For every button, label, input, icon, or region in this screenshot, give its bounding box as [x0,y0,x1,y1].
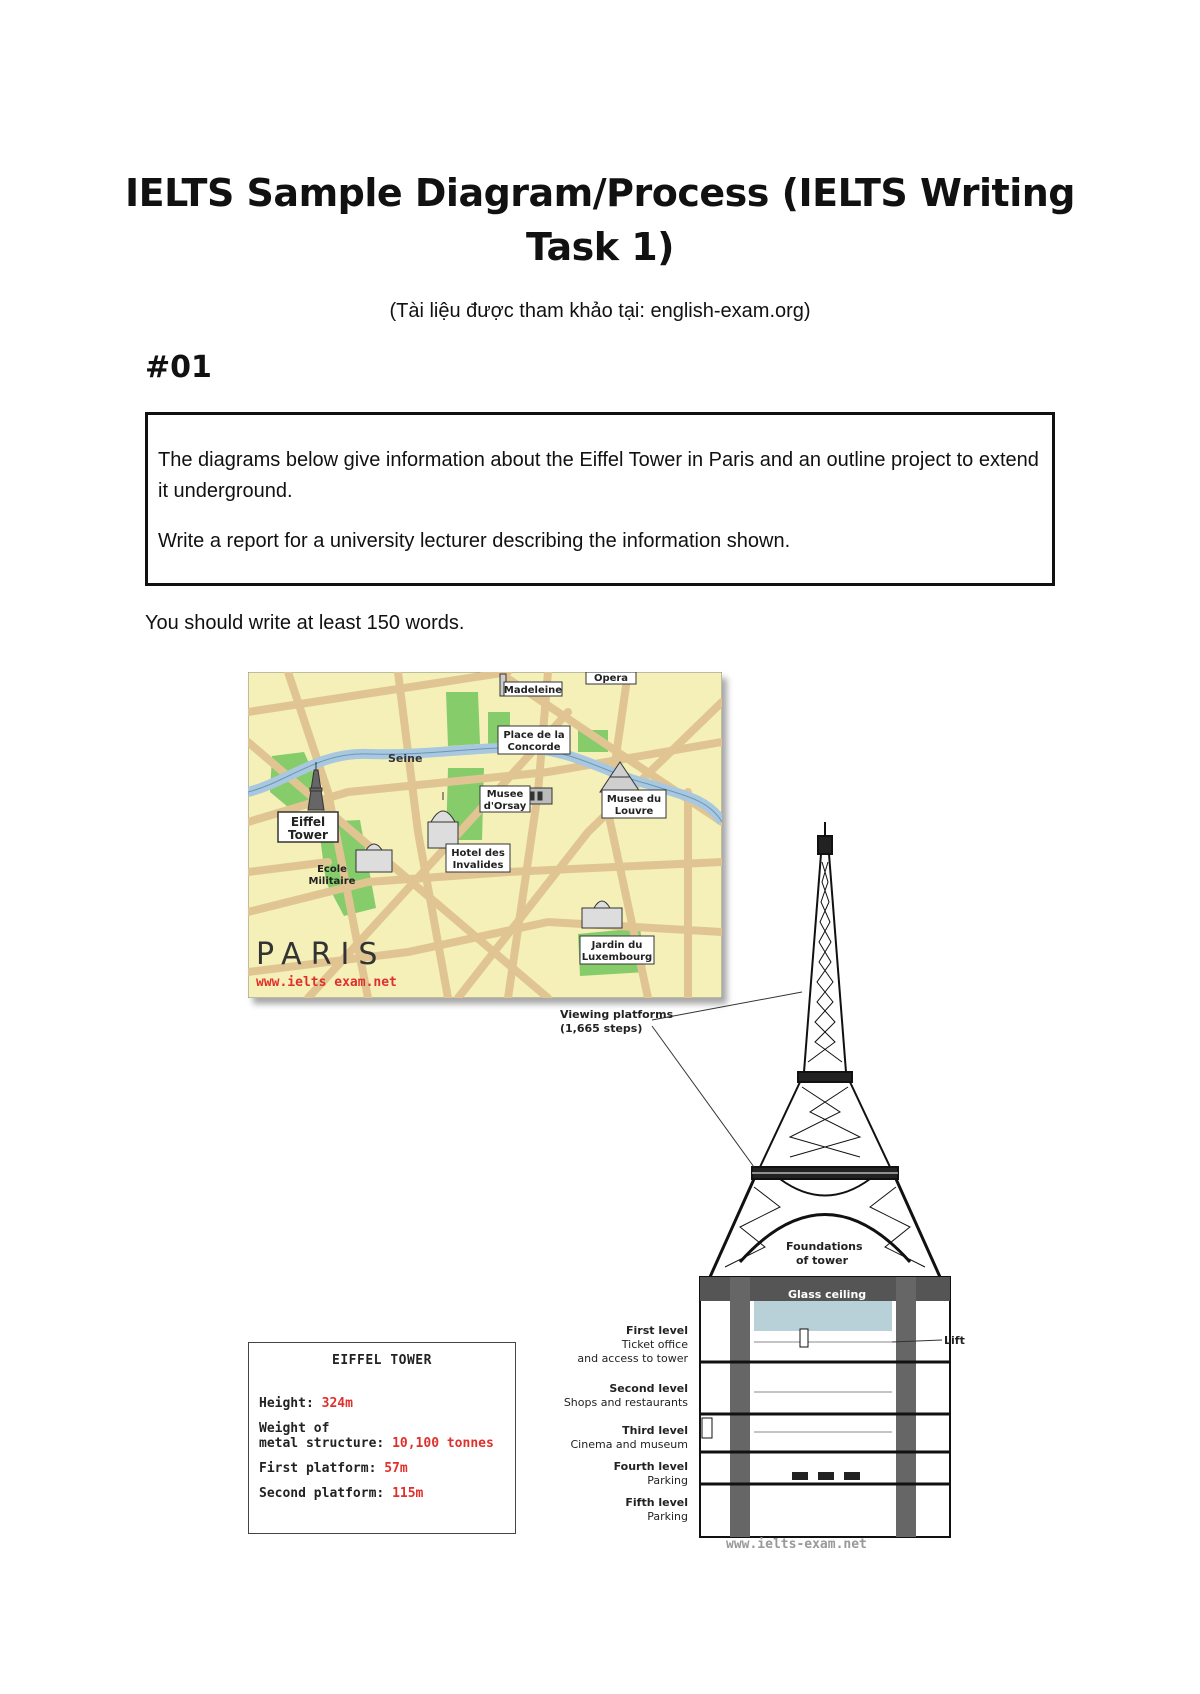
ecole-label-line2: Militaire [308,876,356,887]
task-paragraph-2: Write a report for a university lecturer describing the information shown. [158,530,791,552]
luxembourg-label-line1: Jardin du [591,940,643,951]
level5-desc: Parking [647,1510,688,1523]
tower-structure [710,822,940,1277]
louvre-label-line2: Louvre [614,806,654,817]
level2-title: Second level [609,1382,688,1395]
level2-desc: Shops and restaurants [563,1396,688,1409]
viewing-platforms-label: Viewing platforms [560,1008,674,1021]
lift-label: Lift [944,1334,965,1347]
map-watermark: www.ielts exam.net [256,975,397,990]
weight-label-line2: metal structure: [259,1436,385,1451]
viewing-steps-label: (1,665 steps) [560,1022,643,1035]
orsay-label-line2: d'Orsay [483,801,527,812]
level3-desc: Cinema and museum [570,1438,688,1451]
foundations-label-line1: Foundations [786,1240,863,1253]
seine-label: Seine [388,752,423,765]
orsay-label-line1: Musee [486,789,524,800]
second-platform-label: Second platform: [259,1486,385,1501]
weight-value: 10,100 tonnes [392,1436,494,1451]
glass-ceiling-label: Glass ceiling [788,1288,867,1301]
level5-title: Fifth level [625,1496,688,1509]
louvre-label-line1: Musee du [606,794,662,805]
weight-label-line1: Weight of [259,1421,330,1436]
tower-watermark: www.ielts-exam.net [726,1537,867,1552]
eiffel-label-line2: Tower [288,828,328,842]
facts-first-platform-row [259,1461,505,1476]
height-label: Height: [259,1396,314,1411]
level1-desc-line1: Ticket office [621,1338,688,1351]
height-value: 324m [321,1396,353,1411]
concorde-label-line1: Place de la [503,730,565,741]
level4-title: Fourth level [613,1460,688,1473]
level3-title: Third level [622,1424,688,1437]
facts-weight-row [259,1421,505,1451]
second-platform-value: 115m [392,1486,424,1501]
tower-diagram [540,822,970,1552]
facts-heading: EIFFEL TOWER [332,1353,432,1368]
level1-title: First level [626,1324,688,1337]
page-title: IELTS Sample Diagram/Process (IELTS Writing Task 1) [125,171,1075,269]
task-prompt-box [145,412,1055,586]
paris-city-label: PARIS [256,937,387,972]
opera-label: Opera [593,673,629,684]
underground-extension [700,1277,950,1537]
level1-desc-line2: and access to tower [577,1352,688,1365]
madeleine-label: Madeleine [503,685,563,696]
word-count-instruction: You should write at least 150 words. [145,612,465,634]
source-note: (Tài liệu được tham khảo tại: english-exam.org) [389,300,811,322]
task-paragraph-1: The diagrams below give information about the Eiffel Tower in Paris and an outline project to extend it underground. [158,449,1039,502]
first-platform-value: 57m [384,1461,408,1476]
eiffel-label-line1: Eiffel [290,815,326,829]
level4-desc: Parking [647,1474,688,1487]
facts-height-row [259,1396,505,1411]
tower-diagram-graphic [540,822,970,1552]
ecole-label-line1: Ecole [317,864,347,875]
invalides-label-line2: Invalides [452,860,504,871]
section-number: #01 [145,350,212,385]
foundations-label-line2: of tower [796,1254,849,1267]
facts-second-platform-row [259,1486,505,1501]
first-platform-label: First platform: [259,1461,377,1476]
eiffel-facts-box [248,1342,516,1534]
luxembourg-label-line2: Luxembourg [581,952,653,963]
concorde-label-line2: Concorde [507,742,561,753]
invalides-label-line1: Hotel des [451,848,505,859]
